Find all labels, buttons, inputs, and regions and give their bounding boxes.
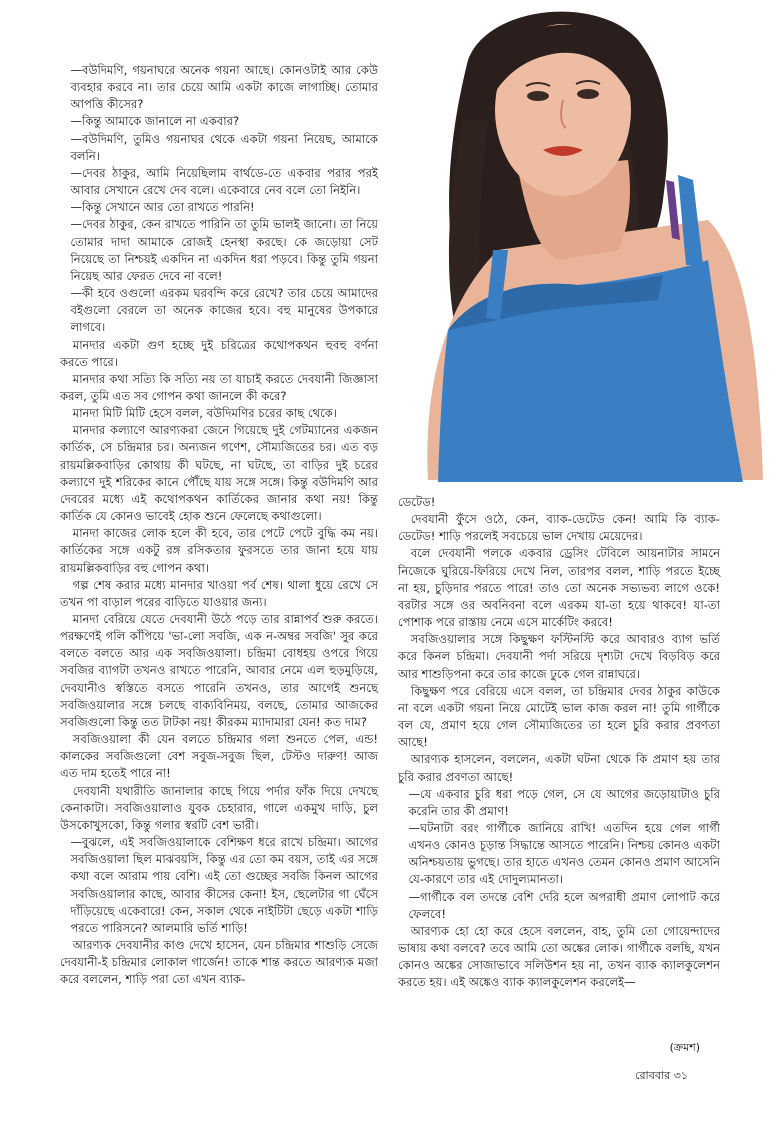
paragraph: —বউদিমণি, গয়নাঘরে অনেক গয়না আছে। কোনওটাই আর কেউ ব্যবহার করবে না। তার চেয়ে আমি একটা কাজে লাগাচ্ছি। তোমার আপত্তি কীসের?	[70, 63, 378, 112]
paragraph: —দেবর ঠাকুর, কেন রাখতে পারিনি তা তুমি ভালই জানো। তা নিয়ে তোমার দাদা আমাকে রোজই হেনস্থা করছে। কে জড়োয়া সেট নিয়েছে তা নিশ্চয়ই একদিন না একদিন ধরা পড়বে। কিন্তু তুমি গয়না নিয়েছ আর ফেরত দেবে না বলে!	[70, 217, 378, 283]
paragraph: —ঘটনাটা বরং গার্গীকে জানিয়ে রাখি! এতদিন হয়ে গেল গার্গী এখনও কোনও চূড়ান্ত সিদ্ধান্তে আসতে পারেনি। নিশ্চয় কোনও একটা অনিশ্চয়তায় ভুগছে। তার হাতে এখনও তেমন কোনও প্রমাণ আসেনি যে-কারণে তার এই দোদুল্যমানতা।	[408, 820, 720, 887]
paragraph: মানদার কল্যাণে আরণ্যকরা জেনে গিয়েছে দুই গেটম্যানের একজন কার্তিক, সে চন্দ্রিমার চর। অন্যজন গণেশ, সৌম্যজিতের চর। এত বড় রায়মল্লিকবাড়ির কোথায় কী ঘটছে, না ঘটছে, তা বাড়ির দুই চরের কল্যাণে দুই শরিকের কানে পৌঁছে যায় সঙ্গে সঙ্গে। কিন্তু বউদিমণি আর দেবরের মধ্যে এই কথোপকথন কার্তিকের জানার কথা নয়! কিন্তু কার্তিক যে কোনও ভাবেই হোক শুনে ফেলেছে কথাগুলো।	[60, 423, 378, 524]
continued-note: (ক্রমশ)	[669, 1041, 700, 1054]
woman-illustration	[408, 0, 770, 482]
page-footer: রোববার ৩১	[635, 1069, 688, 1082]
paragraph: মানদা বেরিয়ে যেতে দেবযানী উঠে পড়ে তার রান্নাপর্ব শুরু করতে। পরক্ষণেই গলি কাঁপিয়ে 'ভা-লো সবজি, এক ন-অম্বর সবজি' সুর করে বলতে বলতে আর এক সবজিওয়ালা। চন্দ্রিমা বোধহয় ওপরে গিয়ে সবজির ব্যাগটা তখনও রাখতে পারেনি, আবার নেমে এল হুড়মুড়িয়ে, দেবযানীও স্বস্তিতে বসতে পারেনি তখনও, তার আগেই শুনছে সবজিওয়ালার সঙ্গে চলছে বাক্যবিনিময়, বলছে, তোমার আজকের সবজিগুলো কিন্তু তত টাটকা নয়! কীরকম ম্যাদামারা যেন! কত দাম?	[60, 612, 378, 729]
paragraph: আরণ্যক হো হো করে হেসে বললেন, বাহ, তুমি তো গোয়েন্দাদের ভাষায় কথা বলবে? তবে আমি তো অঙ্কের লোক। গার্গীকে বলছি, যখন কোনও অঙ্কের সোজাভাবে সলিউশন হয় না, তখন ব্যাক ক্যালকুলেশন করতে হয়। এই অঙ্কেও ব্যাক ক্যালকুলেশন করলেই—	[398, 923, 720, 990]
paragraph: —কিন্তু আমাকে জানালে না একবার?	[70, 114, 240, 129]
paragraph: মানদা মিটি মিটি হেসে বলল, বউদিমণির চরের কাছ থেকে।	[72, 406, 338, 421]
paragraph: —গার্গীকে বল তদন্তে বেশি দেরি হলে অপরাধী প্রমাণ লোপাট করে ফেলবে!	[408, 889, 720, 921]
paragraph: —কিন্তু সেখানে আর তো রাখতে পারনি!	[70, 200, 255, 215]
paragraph: মানদার কথা সত্যি কি সত্যি নয় তা যাচাই করতে দেবযানী জিজ্ঞাসা করল, তুমি এত সব গোপন কথা জানলে কী করে?	[60, 371, 378, 403]
paragraph: ডেটেড!	[398, 495, 436, 509]
paragraph: —কী হবে ওগুলো এরকম ঘরবন্দি করে রেখে? তার চেয়ে আমাদের বইগুলো বেরলে তা অনেক কাজের হবে। বহু মানুষের উপকারে লাগবে।	[70, 286, 378, 335]
paragraph: মানদার একটা গুণ হচ্ছে দুই চরিত্রের কথোপকথন হুবহু বর্ণনা করতে পারে।	[60, 337, 378, 369]
paragraph: —দেবর ঠাকুর, আমি নিয়েছিলাম বার্থডে-তে একবার পরার পরই আবার সেখানে রেখে দেব বলে। একেবারে নেব বলে তো নিইনি।	[70, 165, 378, 198]
paragraph: —বউদিমণি, তুমিও গয়নাঘর থেকে একটা গয়না নিয়েছ, আমাকে বলনি।	[70, 131, 378, 163]
paragraph: দেবযানী ফুঁসে ওঠে, কেন, ব্যাক-ডেটেড কেন! আমি কি ব্যাক-ডেটেড! শাড়ি পরলেই সবচেয়ে ভাল দেখায় মেয়েদের।	[398, 512, 720, 544]
paragraph: দেবযানী যথারীতি জানালার কাছে গিয়ে পর্দার ফাঁক দিয়ে দেখছে কেনাকাটা। সবজিওয়ালাও যুবক চেহারার, গালে একমুখ দাড়ি, চুল উসকোখুসকো, কিন্তু গলার স্বরটি বেশ ভারী।	[60, 783, 378, 832]
story-column-right	[398, 494, 720, 992]
paragraph: আরণ্যক হাসলেন, বললেন, একটা ঘটনা থেকে কি প্রমাণ হয় তার চুরি করার প্রবণতা আছে!	[398, 752, 720, 784]
paragraph: মানদা কাজের লোক হলে কী হবে, তার পেটে পেটে বুদ্ধি কম নয়। কার্তিকের সঙ্গে একটু রঙ্গ রসিকতার ফুরসতে তার জানা হয়ে যায় রায়মল্লিকবাড়ির বহু গোপন কথা।	[60, 526, 378, 575]
paragraph: আরণ্যক দেবযানীর কাণ্ড দেখে হাসেন, যেন চন্দ্রিমার শাশুড়ি সেজে দেবযানী-ই চন্দ্রিমার লোকাল গার্জেন! তাকে শান্ত করতে আরণ্যক মজা করে বললেন, শাড়ি পরা তো এখন ব্যাক-	[60, 937, 378, 987]
paragraph: —যে একবার চুরি ধরা পড়ে গেল, সে যে আগের জড়োয়াটাও চুরি করেনি তার কী প্রমাণ!	[408, 786, 720, 818]
paragraph: সবজিওয়ালা কী যেন বলতে চন্দ্রিমার গলা শুনতে পেল, এন্ড! কালকের সবজিগুলো বেশ সবুজ-সবুজ ছিল, টেস্টও দারুণ! আজ এত দাম হতেই পারে না!	[60, 732, 378, 781]
paragraph: সবজিওয়ালার সঙ্গে কিছুক্ষণ ফস্টিনস্টি করে আবারও ব্যাগ ভর্তি করে কিনল চন্দ্রিমা। দেবযানী পর্দা সরিয়ে দৃশ্যটা দেখে বিড়বিড় করে আর শাশুড়িপনা করে তার কাজে ঢুকে গেল রান্নাঘরে।	[398, 632, 720, 681]
paragraph: গল্প শেষ করার মধ্যে মানদার খাওয়া পর্ব শেষ। থালা ধুয়ে রেখে সে তখন পা বাড়াল পরের বাড়িতে যাওয়ার জন্য।	[60, 577, 378, 609]
paragraph: —বুঝলে, এই সবজিওয়ালাকে বেশিক্ষণ ধরে রাখে চন্দ্রিমা। আগের সবজিওয়ালা ছিল মাঝবয়সি, কিন্তু এর তো কম বয়স, তাই এর সঙ্গে কথা বলে আরাম পায় বেশি। এই তো গুচ্ছের সবজি কিনল আগের সবজিওয়ালার কাছে, আবার কীসের কেনা! ইস, ছেলেটার গা ঘেঁসে দাঁড়িয়েছে একেবারে! কেন, সকাল থেকে নাইটিটা ছেড়ে একটা শাড়ি পরতে পারিসনে? আলমারি ভর্তি শাড়ি!	[70, 835, 378, 935]
paragraph: বলে দেবযানী পলকে একবার ড্রেসিং টেবিলে আয়নাটার সামনে নিজেকে ঘুরিয়ে-ফিরিয়ে দেখে নিল, তারপর বলল, শাড়ি পরতে ইচ্ছে না হয়, চুড়িদার পরতে পারে! তাও তো অনেক সভ্যভব্য লাগে ওকে! বরটার সঙ্গে ওর অবনিবনা বলে এরকম যা-তা হয়ে থাকবে! যা-তা পোশাক পরে রাস্তায় নেমে এসে মার্কেটিং করবে!	[398, 546, 720, 630]
paragraph: কিছুক্ষণ পরে বেরিয়ে এসে বলল, তা চন্দ্রিমার দেবর ঠাকুর কাউকে না বলে একটা গয়না নিয়ে মোটেই ভাল কাজ করল না! তুমি গার্গীকে বল যে, প্রমাণ হয়ে গেল সৌম্যজিতের তা হলে চুরি করার প্রবণতা আছে!	[398, 683, 720, 750]
watercolor-portrait-image	[408, 0, 770, 482]
story-column-left	[60, 62, 378, 988]
